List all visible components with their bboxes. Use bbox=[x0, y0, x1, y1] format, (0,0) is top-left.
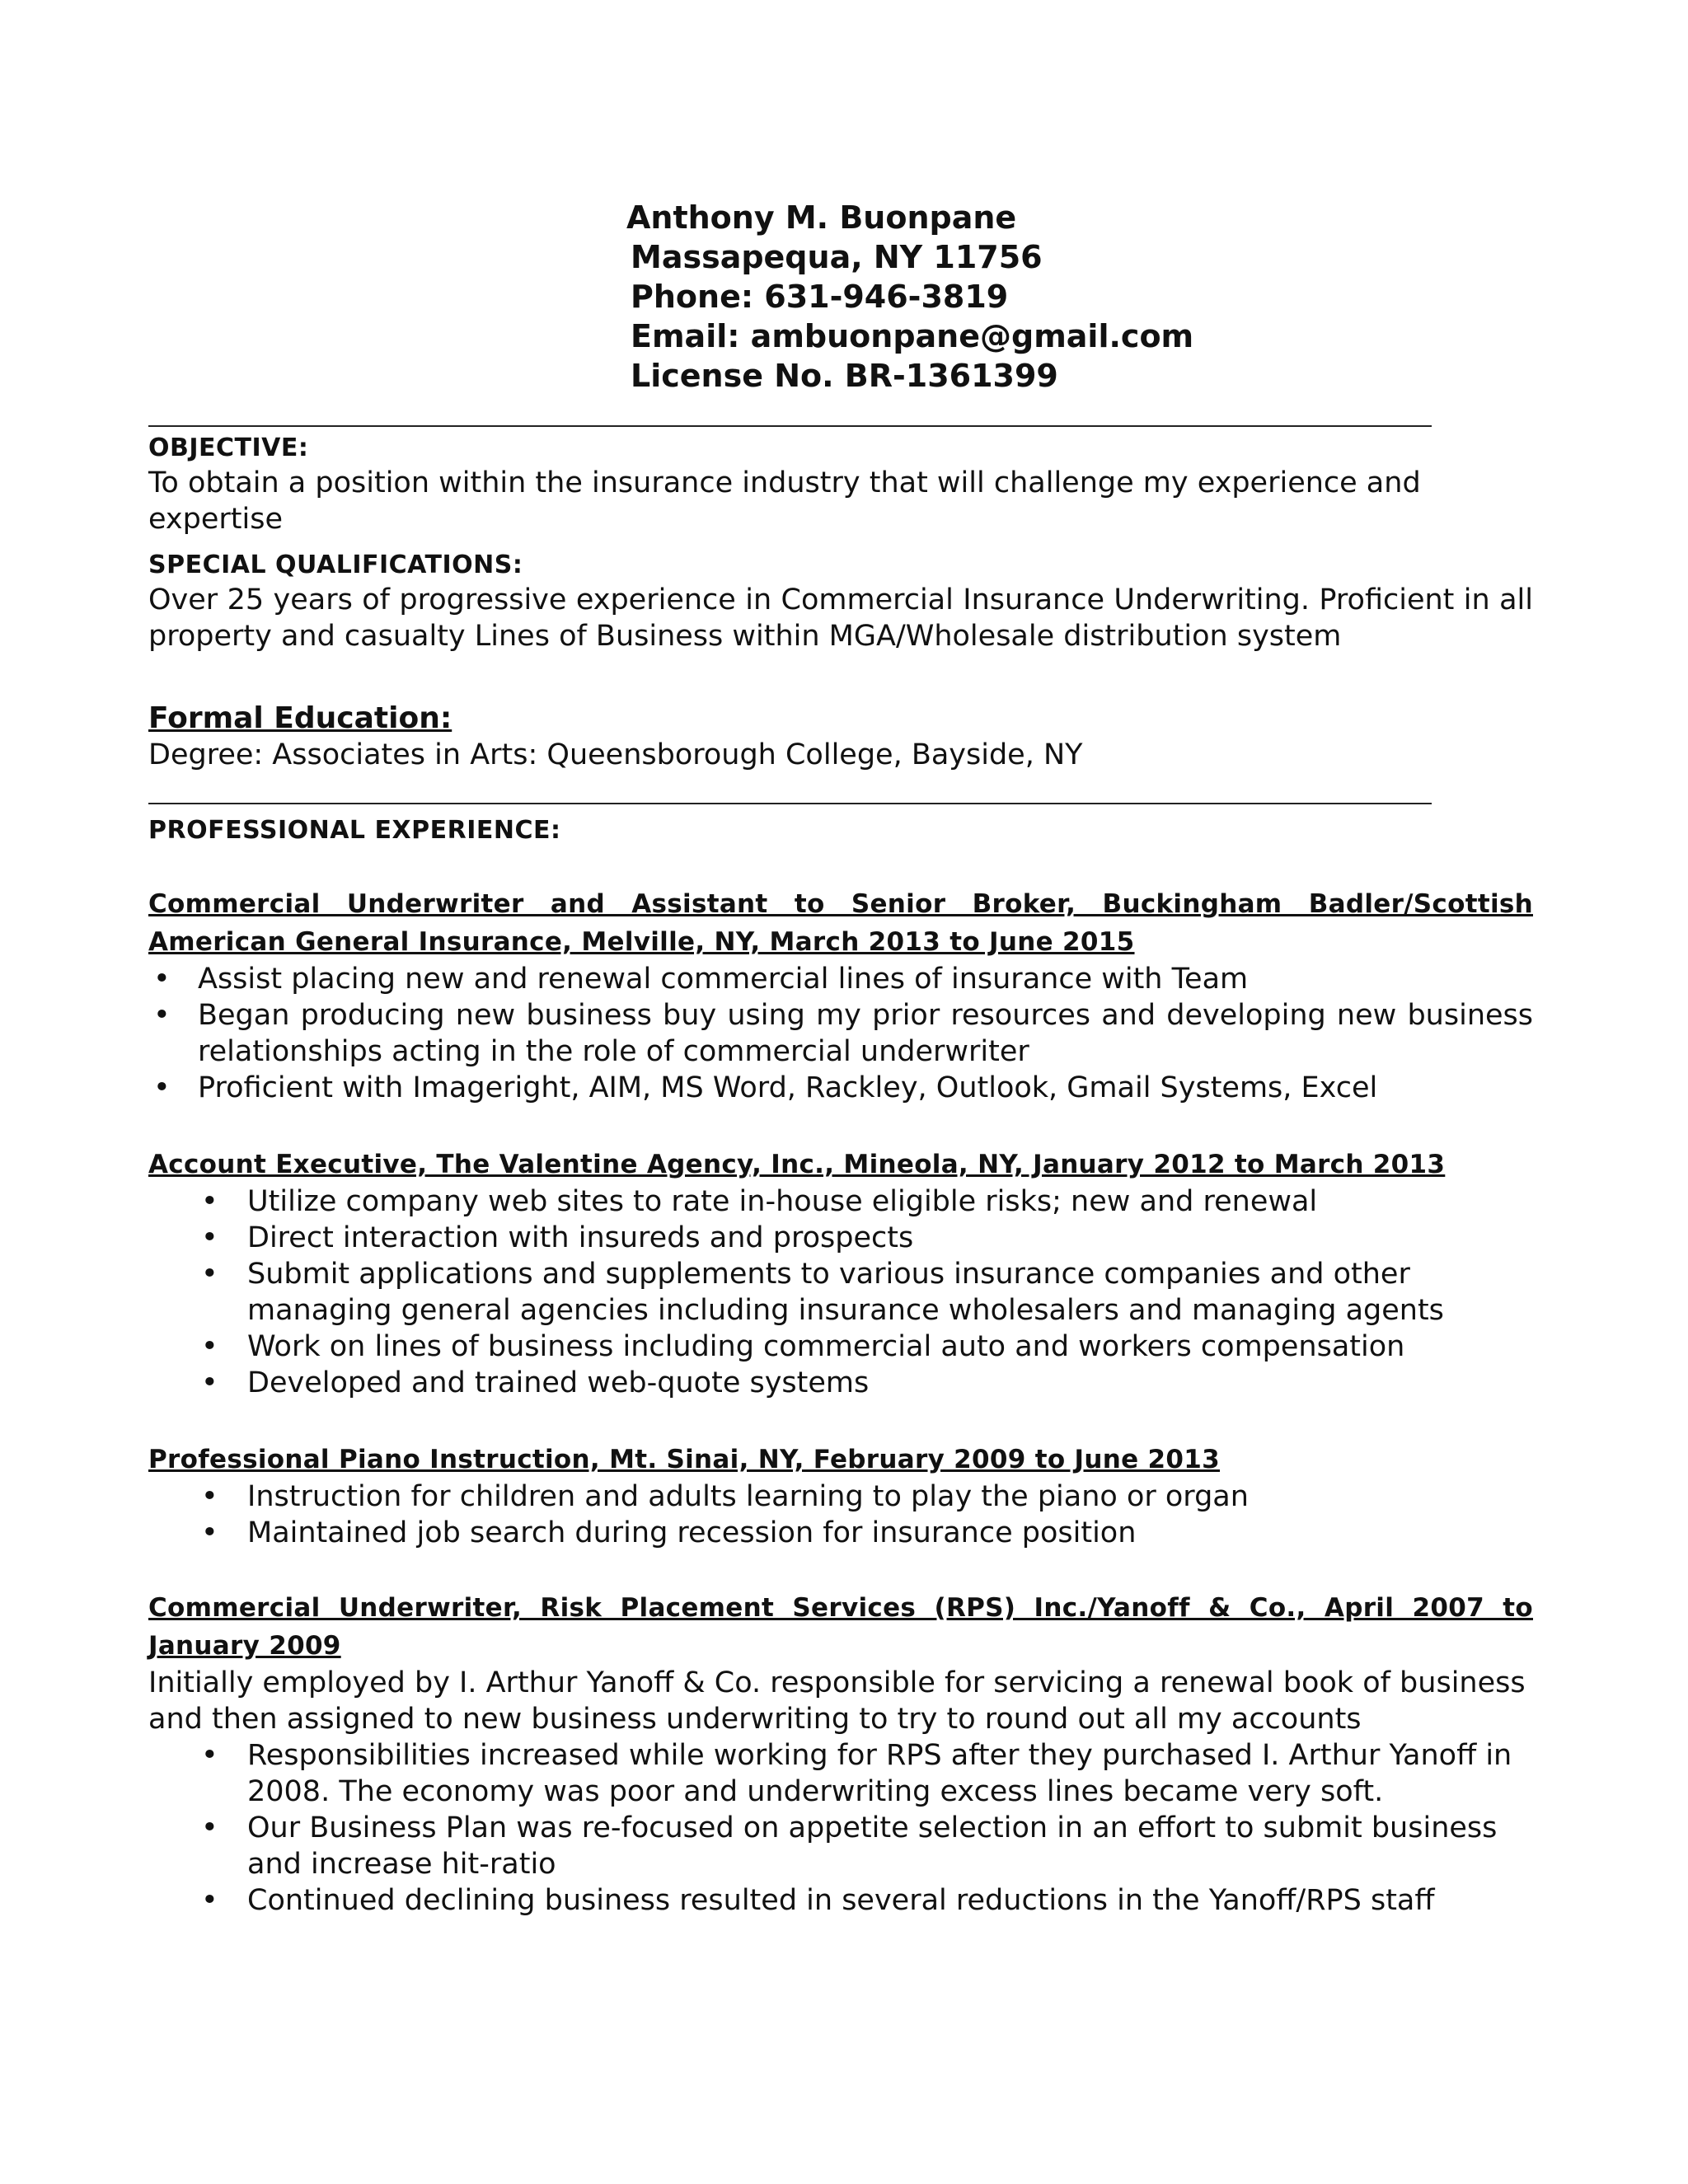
list-item: • Instruction for children and adults learning to play the piano or organ bbox=[148, 1479, 1533, 1515]
objective-heading: OBJECTIVE: bbox=[148, 434, 309, 462]
objective-section bbox=[148, 432, 1533, 537]
list-item: • Assist placing new and renewal commercial lines of insurance with Team bbox=[148, 961, 1533, 997]
education-heading: Formal Education: bbox=[148, 701, 452, 735]
list-item: • Direct interaction with insureds and prospects bbox=[148, 1220, 1533, 1256]
contact-header bbox=[626, 198, 1193, 396]
list-item: • Proficient with Imageright, AIM, MS Word, Rackley, Outlook, Gmail Systems, Excel bbox=[148, 1070, 1533, 1106]
list-item: • Continued declining business resulted in several reductions in the Yanoff/RPS staff bbox=[148, 1882, 1533, 1919]
job-duties bbox=[148, 961, 1533, 1106]
list-item: • Work on lines of business including commercial auto and workers compensation bbox=[148, 1329, 1533, 1365]
candidate-license: License No. BR-1361399 bbox=[631, 358, 1058, 394]
education-text: Degree: Associates in Arts: Queensborough College, Bayside, NY bbox=[148, 738, 1083, 771]
job-entry bbox=[148, 1146, 1533, 1401]
job-intro: Initially employed by I. Arthur Yanoff & Co. responsible for servicing a renewal book of business and then assigned to new business underwriting to try to round out all my accounts bbox=[148, 1666, 1526, 1736]
list-item: • Submit applications and supplements to various insurance companies and other managing general agencies including insurance wholesalers and managing agents bbox=[148, 1256, 1533, 1329]
experience-section bbox=[148, 814, 1533, 847]
job-title: Professional Piano Instruction, Mt. Sinai, NY, February 2009 to June 2013 bbox=[148, 1445, 1221, 1474]
qualifications-heading: SPECIAL QUALIFICATIONS: bbox=[148, 551, 523, 579]
qualifications-text: Over 25 years of progressive experience in Commercial Insurance Underwriting. Proficient in all property and casualty Lines of Business within MGA/Wholesale distribution system bbox=[148, 583, 1533, 653]
qualifications-section bbox=[148, 549, 1533, 654]
job-duties bbox=[148, 1183, 1533, 1401]
experience-heading: PROFESSIONAL EXPERIENCE: bbox=[148, 816, 561, 845]
candidate-location: Massapequa, NY 11756 bbox=[631, 239, 1043, 275]
divider-top bbox=[148, 425, 1432, 427]
job-duties bbox=[148, 1479, 1533, 1551]
candidate-name: Anthony M. Buonpane bbox=[626, 199, 1017, 236]
divider-middle bbox=[148, 803, 1432, 804]
list-item: • Developed and trained web-quote systems bbox=[148, 1365, 1533, 1401]
job-entry bbox=[148, 885, 1533, 1106]
job-duties bbox=[148, 1737, 1533, 1919]
job-entry bbox=[148, 1441, 1533, 1551]
list-item: • Responsibilities increased while working for RPS after they purchased I. Arthur Yanoff in 2008. The economy was poor and underwriting excess lines became very soft. bbox=[148, 1737, 1533, 1810]
list-item: • Our Business Plan was re-focused on appetite selection in an effort to submit business and increase hit-ratio bbox=[148, 1810, 1533, 1882]
objective-text: To obtain a position within the insurance industry that will challenge my experience and expertise bbox=[148, 466, 1421, 536]
list-item: • Utilize company web sites to rate in-house eligible risks; new and renewal bbox=[148, 1183, 1533, 1220]
education-section bbox=[148, 701, 1533, 773]
candidate-email: Email: ambuonpane@gmail.com bbox=[631, 318, 1194, 354]
job-entry bbox=[148, 1589, 1533, 1919]
list-item: • Began producing new business buy using my prior resources and developing new business relationships acting in the role of commercial underwriter bbox=[148, 997, 1533, 1070]
list-item: • Maintained job search during recession for insurance position bbox=[148, 1515, 1533, 1551]
job-title: Commercial Underwriter and Assistant to Senior Broker, Buckingham Badler/Scottish American General Insurance, Melville, NY, March 2013 to June 2015 bbox=[148, 889, 1533, 957]
candidate-phone: Phone: 631-946-3819 bbox=[631, 279, 1009, 315]
job-title: Account Executive, The Valentine Agency, Inc., Mineola, NY, January 2012 to March 2013 bbox=[148, 1150, 1446, 1179]
job-title: Commercial Underwriter, Risk Placement Services (RPS) Inc./Yanoff & Co., April 2007 to January 2009 bbox=[148, 1593, 1533, 1661]
